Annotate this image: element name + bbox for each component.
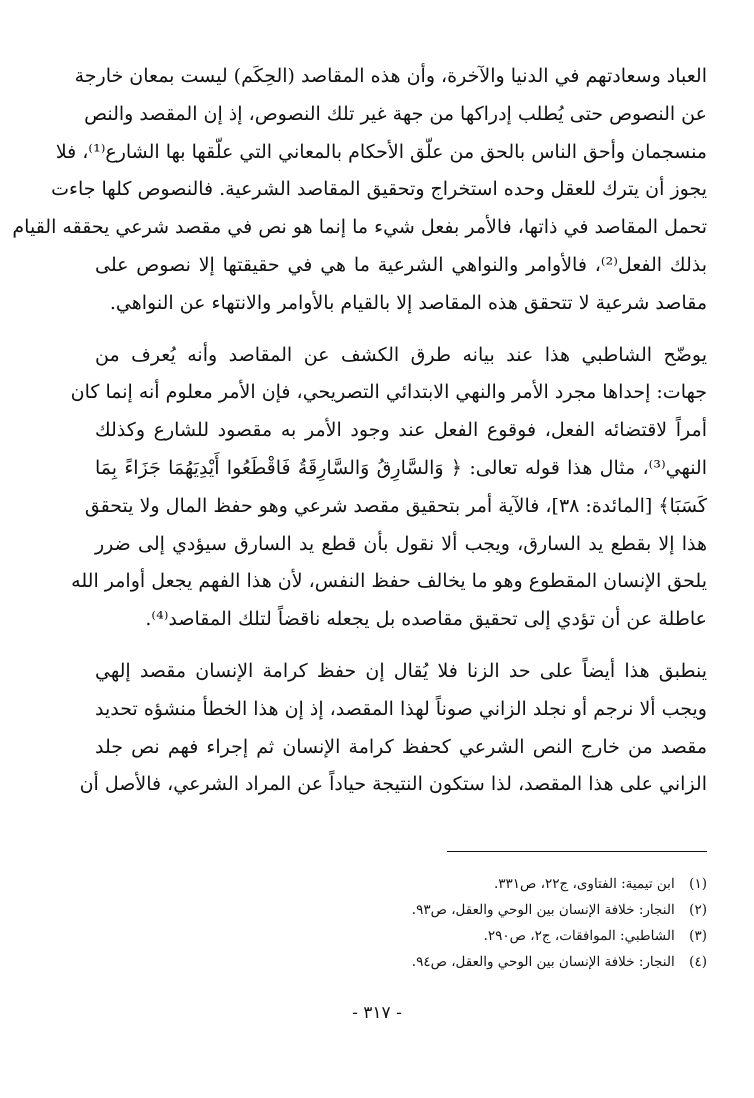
footnote-number: (١) bbox=[689, 876, 707, 892]
paragraph-1 bbox=[12, 58, 707, 323]
text-line: مقاصد شرعية لا تتحقق هذه المقاصد إلا بالقيام بالأوامر والانتهاء عن النواهي. bbox=[109, 291, 707, 314]
footnote-divider bbox=[447, 851, 707, 852]
page-body bbox=[12, 58, 707, 804]
footnote-number: (٤) bbox=[689, 954, 707, 970]
footnote-number: (٢) bbox=[689, 902, 707, 918]
footnote-text: ابن تيمية: الفتاوى، ج٢٢، ص٣٣١. bbox=[493, 876, 675, 892]
footnote-text: الشاطبي: الموافقات، ج٢، ص٢٩٠. bbox=[483, 928, 675, 944]
text-line: منسجمان وأحق الناس بالحق من علّق الأحكام بالمعاني التي علّقها بها الشارع⁽¹⁾، فلا bbox=[55, 140, 707, 163]
text-line: الزاني على هذا المقصد، لذا ستكون النتيجة حياداً عن المراد الشرعي، فالأصل أن bbox=[79, 773, 707, 796]
page-number: - ٣١٧ - bbox=[352, 1003, 402, 1023]
footnote-number: (٣) bbox=[689, 928, 707, 944]
footnote-item bbox=[187, 949, 707, 975]
text-line: عن النصوص حتى يُطلب إدراكها من جهة غير تلك النصوص، إذ إن المقصد والنص bbox=[84, 102, 707, 125]
text-line: العباد وسعادتهم في الدنيا والآخرة، وأن هذه المقاصد (الحِكَم) ليست بمعان خارجة bbox=[74, 65, 707, 87]
footnote-item bbox=[187, 923, 707, 949]
footnote-text: النجار: خلافة الإنسان بين الوحي والعقل، ص٩٣. bbox=[411, 902, 675, 918]
paragraph-2 bbox=[70, 337, 707, 639]
text-line: عاطلة عن أن تؤدي إلى تحقيق مقاصده بل يجعله ناقضاً لتلك المقاصد⁽⁴⁾. bbox=[145, 608, 707, 631]
text-line: تحمل المقاصد في ذاتها، فالأمر بفعل شيء ما إنما هو نص في مقصد شرعي يحققه القيام bbox=[12, 216, 707, 239]
footnote-text: النجار: خلافة الإنسان بين الوحي والعقل، ص٩٤. bbox=[411, 954, 675, 970]
text-line: بذلك الفعل⁽²⁾، فالأوامر والنواهي الشرعية ما هي في حقيقتها إلا نصوص على bbox=[95, 253, 707, 276]
text-line: مقصد من خارج النص الشرعي كحفظ كرامة الإنسان ثم إجراء فهم نص جلد bbox=[95, 735, 707, 758]
text-line: النهي⁽³⁾، مثال هذا قوله تعالى: ﴿ وَالسَّارِقُ وَالسَّارِقَةُ فَاقْطَعُوا أَيْدِيَهُمَا جَزَاءً بِمَا bbox=[95, 456, 707, 479]
paragraph-3 bbox=[79, 653, 707, 804]
footnote-item bbox=[187, 871, 707, 897]
text-line: كَسَبَا﴾ [المائدة: ٣٨]، فالآية أمر بتحقيق مقصد شرعي وهو حفظ المال ولا يتحقق bbox=[84, 494, 707, 517]
text-line: ويجب ألا نرجم أو نجلد الزاني صوناً لهذا المقصد، إذ إن هذا الخطأ منشؤه تحديد bbox=[95, 697, 707, 720]
text-line: جهات: إحداها مجرد الأمر والنهي الابتدائي التصريحي، فإن الأمر معلوم أنه إنما كان bbox=[70, 381, 707, 404]
footnotes bbox=[187, 871, 707, 975]
text-line: يجوز أن يترك للعقل وحده استخراج وتحقيق المقاصد الشرعية. فالنصوص كلها جاءت bbox=[51, 178, 707, 201]
text-line: هذا إلا بقطع يد السارق، ويجب ألا نقول بأن قطع يد السارق سيؤدي إلى ضرر bbox=[95, 532, 707, 555]
text-line: يوضّح الشاطبي هذا عند بيانه طرق الكشف عن المقاصد وأنه يُعرف من bbox=[95, 343, 707, 366]
text-line: أمراً لاقتضائه الفعل، فوقوع الفعل عند وجود الأمر به مقصود للشارع وكذلك bbox=[95, 419, 707, 442]
text-line: يلحق الإنسان المقطوع وهو ما يخالف حفظ النفس، لأن هذا الفهم يجعل أوامر الله bbox=[71, 570, 707, 593]
text-line: ينطبق هذا أيضاً على حد الزنا فلا يُقال إن حفظ كرامة الإنسان مقصد إلهي bbox=[95, 659, 707, 682]
footnote-item bbox=[187, 897, 707, 923]
